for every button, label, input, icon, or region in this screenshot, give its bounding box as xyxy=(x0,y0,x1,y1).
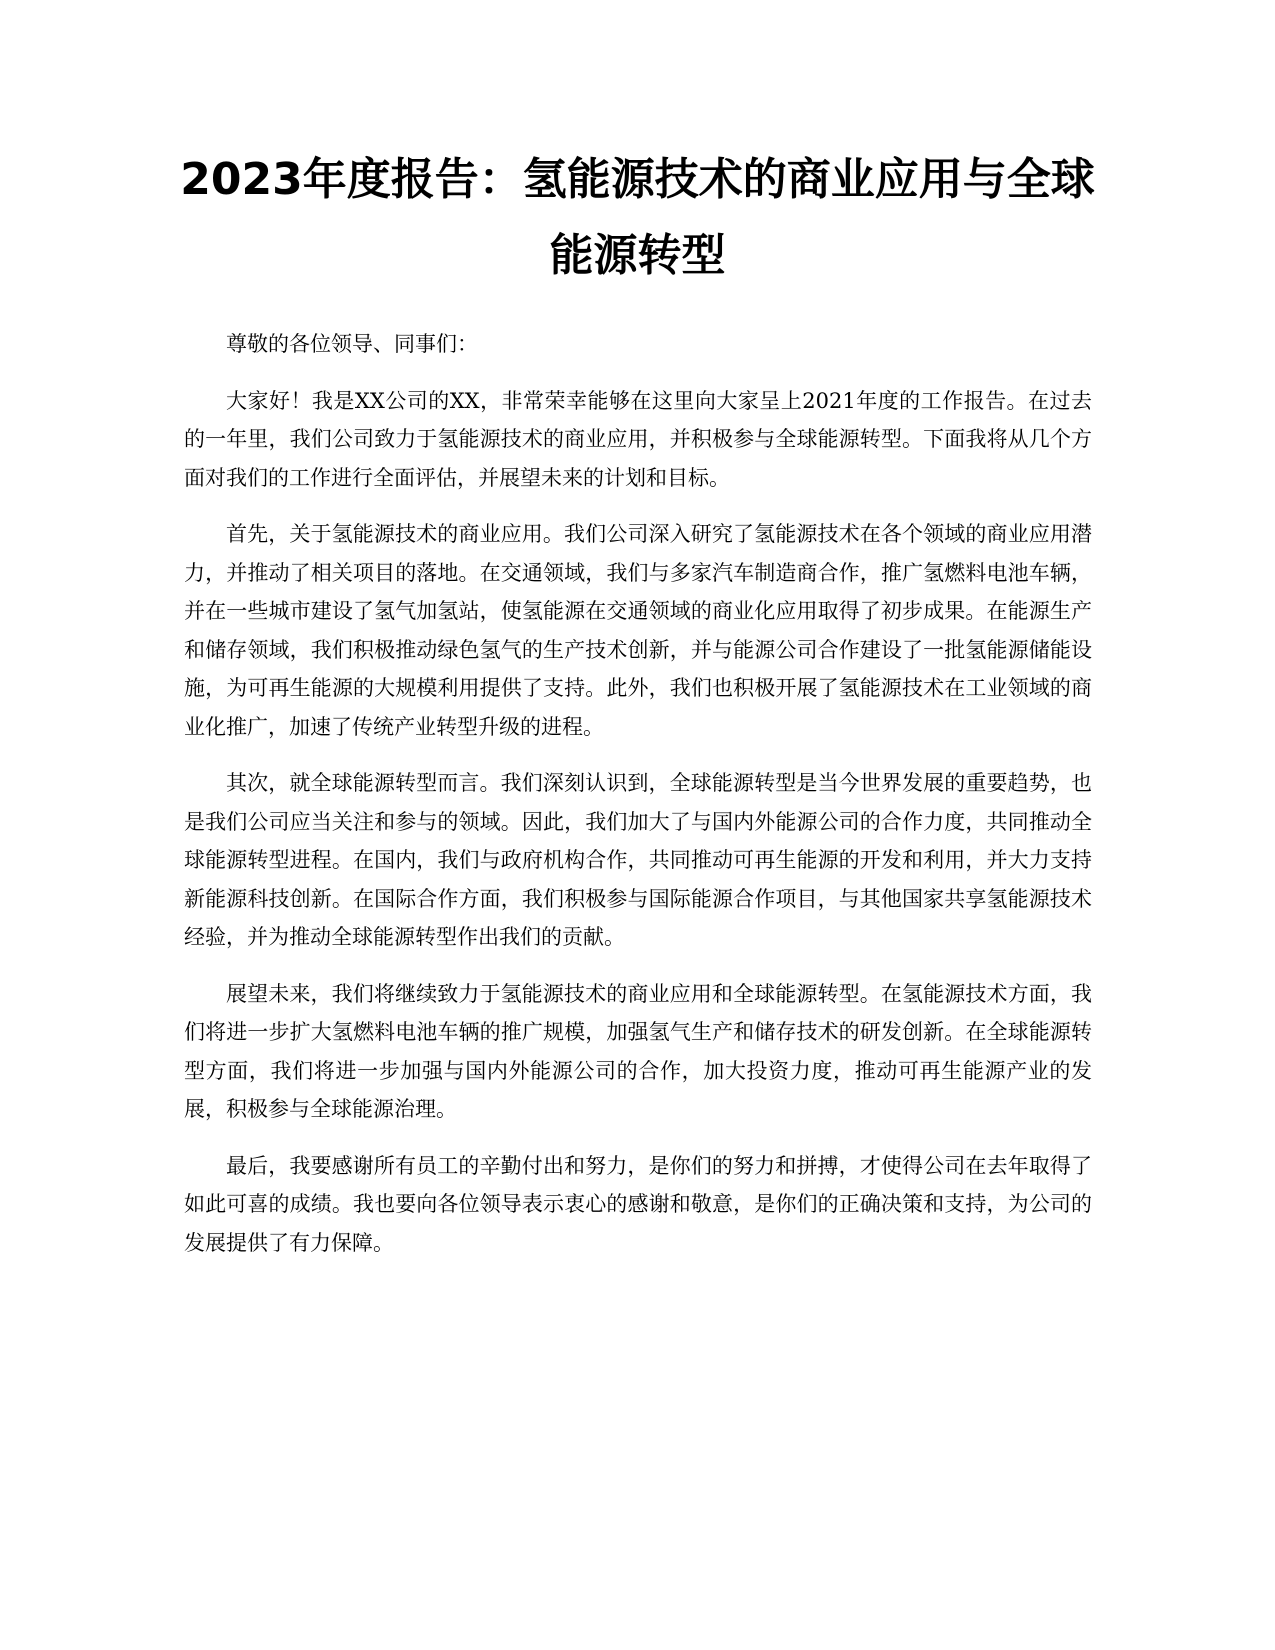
thanks-paragraph: 最后，我要感谢所有员工的辛勤付出和努力，是你们的努力和拼搏，才使得公司在去年取得了如此可喜的成绩。我也要向各位领导表示衷心的感谢和敬意，是你们的正确决策和支持，为公司的发展提供了有力保障。 xyxy=(184,1153,1092,1255)
intro-paragraph: 大家好！我是XX公司的XX，非常荣幸能够在这里向大家呈上2021年度的工作报告。在过去的一年里，我们公司致力于氢能源技术的商业应用，并积极参与全球能源转型。下面我将从几个方面对我们的工作进行全面评估，并展望未来的计划和目标。 xyxy=(184,388,1092,490)
commercial-application-paragraph: 首先，关于氢能源技术的商业应用。我们公司深入研究了氢能源技术在各个领域的商业应用潜力，并推动了相关项目的落地。在交通领域，我们与多家汽车制造商合作，推广氢燃料电池车辆，并在一些城市建设了氢气加氢站，使氢能源在交通领域的商业化应用取得了初步成果。在能源生产和储存领域，我们积极推动绿色氢气的生产技术创新，并与能源公司合作建设了一批氢能源储能设施，为可再生能源的大规模利用提供了支持。此外，我们也积极开展了氢能源技术在工业领域的商业化推广，加速了传统产业转型升级的进程。 xyxy=(184,522,1092,739)
document-title: 2023年度报告：氢能源技术的商业应用与全球能源转型 xyxy=(180,154,1095,281)
energy-transition-paragraph: 其次，就全球能源转型而言。我们深刻认识到，全球能源转型是当今世界发展的重要趋势，也是我们公司应当关注和参与的领域。因此，我们加大了与国内外能源公司的合作力度，共同推动全球能源转型进程。在国内，我们与政府机构合作，共同推动可再生能源的开发和利用，并大力支持新能源科技创新。在国际合作方面，我们积极参与国际能源合作项目，与其他国家共享氢能源技术经验，并为推动全球能源转型作出我们的贡献。 xyxy=(184,771,1092,949)
document-body xyxy=(184,325,1092,1280)
salutation-paragraph: 尊敬的各位领导、同事们： xyxy=(226,332,478,356)
outlook-paragraph: 展望未来，我们将继续致力于氢能源技术的商业应用和全球能源转型。在氢能源技术方面，我们将进一步扩大氢燃料电池车辆的推广规模，加强氢气生产和储存技术的研发创新。在全球能源转型方面，我们将进一步加强与国内外能源公司的合作，加大投资力度，推动可再生能源产业的发展，积极参与全球能源治理。 xyxy=(184,981,1092,1121)
